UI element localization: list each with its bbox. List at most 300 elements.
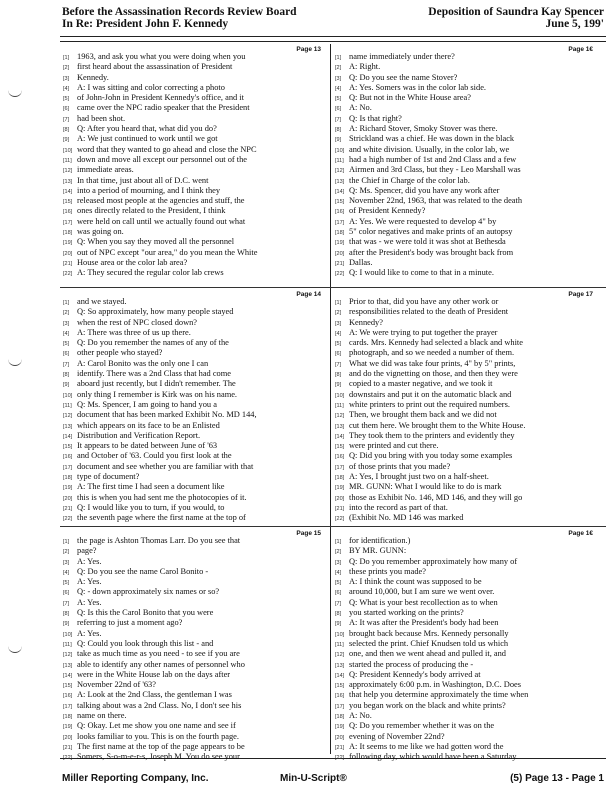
line-text: A: Yes. [77,628,102,638]
transcript-page [63,46,325,282]
line-number: [5] [335,580,342,587]
transcript-line [335,742,597,752]
line-number: [7] [63,361,70,368]
header-rule-top [60,36,606,37]
line-number: [13] [335,178,345,185]
line-text: were printed and cut there. [349,441,439,451]
transcript-line [63,93,325,103]
line-number: [21] [335,505,345,512]
transcript-line [63,472,325,482]
transcript-line [335,472,597,482]
transcript-line [335,660,597,670]
line-text: A: Yes. [77,577,102,587]
line-number: [8] [63,372,70,379]
transcript-line [63,618,325,628]
line-number: [17] [335,219,345,226]
line-text: first heard about the assassination of President [77,62,233,72]
transcript-page [63,291,325,527]
transcript-line [335,196,597,206]
page-number: Page 1€ [568,530,593,537]
transcript-line [335,410,597,420]
line-text: Q: Ms. Spencer, I am going to hand you a [77,399,217,409]
line-text: name immediately under there? [349,52,455,61]
line-number: [11] [335,157,344,164]
transcript-lines [335,297,597,524]
line-number: [15] [63,199,73,206]
line-number: [20] [335,734,345,741]
line-text: In that time, just about all of D.C. went [77,175,209,185]
transcript-line [335,431,597,441]
transcript-line [63,103,325,113]
line-number: [20] [63,734,73,741]
line-text: responsibilities related to the death of President [349,307,509,317]
transcript-line [63,186,325,196]
line-number: [9] [63,382,70,389]
line-number: [17] [63,464,73,471]
line-number: [2] [335,310,342,317]
transcript-line [63,83,325,93]
transcript-line [63,307,325,317]
line-number: [20] [335,495,345,502]
transcript-page [335,46,597,282]
line-number: [13] [335,662,345,669]
line-number: [20] [63,250,73,257]
transcript-page [63,530,325,766]
line-number: [3] [335,559,342,566]
transcript-line [335,145,597,155]
transcript-line [335,680,597,690]
line-number: [2] [335,549,342,556]
line-number: [22] [335,516,345,523]
line-text: downstairs and put it on the automatic black and [349,389,512,399]
line-number: [18] [63,230,73,237]
line-number: [18] [63,475,73,482]
line-number: [8] [335,372,342,379]
transcript-line [335,359,597,369]
line-text: A: Yes. We were requested to develop 4" by [349,216,497,226]
transcript-line [335,297,597,307]
line-number: [21] [63,260,73,267]
transcript-line [335,701,597,711]
line-number: [2] [63,310,70,317]
line-number: [4] [63,569,70,576]
transcript-line [335,83,597,93]
line-number: [4] [335,330,342,337]
transcript-line [335,732,597,742]
line-text: came over the NPC radio speaker that the President [77,103,250,113]
line-text: A: Richard Stover, Smoky Stover was there. [349,124,498,134]
line-text: the Chief in Charge of the color lab. [349,175,470,185]
line-text: the seventh page where the first name at the top of [77,513,246,523]
line-text: A: I think the count was supposed to be [349,577,482,587]
line-text: Q: Is that right? [349,113,402,123]
board-title: Before the Assassination Records Review Board [62,6,297,18]
line-text: House area or the color lab area? [77,257,188,267]
transcript-line [335,248,597,258]
line-number: [10] [335,147,345,154]
line-text: cards. Mrs. Kennedy had selected a black and white [349,338,523,348]
line-number: [17] [63,219,73,226]
line-number: [14] [63,188,73,195]
transcript-line [63,196,325,206]
line-text: A: Yes. Somers was in the color lab side. [349,82,487,92]
transcript-line [335,217,597,227]
transcript-line [335,237,597,247]
transcript-line [335,114,597,124]
line-number: [17] [63,703,73,710]
line-number: [8] [335,611,342,618]
line-number: [3] [63,75,70,82]
line-text: Q: So approximately, how many people stayed [77,307,234,317]
transcript-line [335,587,597,597]
line-number: [14] [335,188,345,195]
transcript-line [63,268,325,278]
line-number: [12] [335,168,345,175]
line-text: you began work on the black and white prints? [349,700,506,710]
line-text: November 22nd of '63? [77,680,156,690]
line-number: [16] [63,693,73,700]
line-number: [19] [63,485,73,492]
transcript-line [335,690,597,700]
transcript-line [335,618,597,628]
line-text: only thing I remember is Kirk was on his name. [77,389,238,399]
line-number: [21] [63,505,73,512]
transcript-line [63,400,325,410]
line-number: [11] [335,641,344,648]
transcript-line [335,451,597,461]
line-text: Airmen and 3rd Class, but they - Leo Marshall was [349,165,521,175]
line-text: Q: When you say they moved all the personnel [77,237,235,247]
line-text: Dallas. [349,257,373,267]
page-number: Page 1€ [568,46,593,53]
line-text: A: Yes. [77,597,102,607]
line-number: [5] [335,341,342,348]
line-number: [6] [63,351,70,358]
line-text: Q: President Kennedy's body arrived at [349,669,481,679]
line-text: Q: Do you see the name Stover? [349,72,458,82]
transcript-line [63,421,325,431]
header-right [428,6,604,30]
page-number: Page 13 [296,46,321,53]
transcript-page [335,291,597,527]
line-number: [1] [335,300,342,306]
transcript-line [63,410,325,420]
line-number: [10] [335,392,345,399]
line-number: [16] [335,693,345,700]
transcript-line [335,639,597,649]
line-text: which appears on its face to be an Enlisted [77,420,220,430]
transcript-line [63,503,325,513]
line-number: [5] [335,96,342,103]
line-text: A: Carol Bonito was the only one I can [77,358,209,368]
transcript-line [63,680,325,690]
line-number: [20] [335,250,345,257]
line-text: Q: Do you remember whether it was on the [349,721,495,731]
line-text: and we stayed. [77,297,127,306]
line-number: [2] [63,549,70,556]
line-number: [7] [335,600,342,607]
line-number: [18] [335,230,345,237]
transcript-line [335,629,597,639]
line-number: [6] [335,106,342,113]
margin-tick-mark [8,644,22,653]
line-number: [21] [63,744,73,751]
transcript-line [335,328,597,338]
header-left [62,6,297,30]
line-text: take as much time as you need - to see if you are [77,649,240,659]
line-number: [4] [63,85,70,92]
line-text: you started working on the prints? [349,608,464,618]
line-number: [17] [335,464,345,471]
transcript-lines [63,52,325,279]
transcript-line [63,649,325,659]
transcript-line [335,721,597,731]
line-number: [8] [335,127,342,134]
line-number: [16] [63,209,73,216]
line-text: was going on. [77,227,124,237]
transcript-line [63,62,325,72]
line-number: [14] [63,672,73,679]
line-text: page? [77,546,97,556]
transcript-line [335,62,597,72]
transcript-line [335,557,597,567]
transcript-line [63,557,325,567]
transcript-line [335,670,597,680]
line-text: word that they wanted to go ahead and close the NPC [77,144,257,154]
line-text: Strickland was a chief. He was down in the black [349,134,515,144]
line-text: able to identify any other names of personnel who [77,659,245,669]
line-text: Q: Could you look through this list - and [77,638,214,648]
transcript-line [335,165,597,175]
line-text: A: No. [349,103,372,113]
line-number: [8] [63,611,70,618]
transcript-line [63,670,325,680]
line-number: [12] [335,413,345,420]
transcript-line [335,546,597,556]
transcript-line [335,93,597,103]
line-number: [13] [63,178,73,185]
transcript-line [335,124,597,134]
line-number: [6] [335,590,342,597]
line-number: [12] [63,652,73,659]
transcript-line [63,752,325,762]
transcript-line [63,482,325,492]
line-number: [7] [63,600,70,607]
transcript-line [335,482,597,492]
line-text: brought back because Mrs. Kennedy personally [349,628,509,638]
margin-tick-mark [8,88,22,97]
line-text: It appears to be dated between June of '63 [77,441,218,451]
line-text: Q: - down approximately six names or so? [77,587,220,597]
row-divider-1 [60,287,606,288]
line-text: these prints you made? [349,566,426,576]
transcript-page [335,530,597,766]
line-text: talking about was a 2nd Class. No, I don't see his [77,700,242,710]
line-text: Q: Is this the Carol Bonito that you were [77,608,214,618]
line-text: this is when you had sent me the photocopies of it. [77,492,247,502]
transcript-line [335,103,597,113]
line-number: [1] [63,539,70,545]
line-text: A: There was three of us up there. [77,327,191,337]
line-text: Kennedy. [77,72,109,82]
deposition-date: June 5, 199' [545,18,604,30]
transcript-line [63,227,325,237]
line-number: [14] [63,433,73,440]
transcript-line [63,258,325,268]
transcript-line [63,237,325,247]
line-text: Q: Do you remember approximately how many of [349,556,518,566]
transcript-line [335,711,597,721]
line-text: Q: Ms. Spencer, did you have any work after [349,185,500,195]
line-number: [6] [63,590,70,597]
line-number: [19] [335,485,345,492]
transcript-line [63,493,325,503]
transcript-line [335,441,597,451]
transcript-line [63,431,325,441]
line-text: A: It seems to me like we had gotten word the [349,741,504,751]
line-text: They took them to the printers and evidently they [349,430,515,440]
line-text: those as Exhibit No. 146, MD 146, and they will go [349,492,523,502]
line-number: [18] [63,714,73,721]
line-text: ones directly related to the President, I think [77,206,226,216]
line-text: MR. GUNN: What I would like to do is mark [349,482,502,492]
line-text: A: The first time I had seen a document like [77,482,225,492]
line-number: [16] [335,454,345,461]
line-number: [8] [63,127,70,134]
transcript-line [63,577,325,587]
line-text: Q: Do you remember the names of any of the [77,338,229,348]
line-number: [9] [335,382,342,389]
line-text: A: Look at the 2nd Class, the gentleman I was [77,690,232,700]
line-text: the page is Ashton Thomas Larr. Do you see that [77,536,241,545]
transcript-line [335,567,597,577]
transcript-line [335,379,597,389]
line-text: A: No. [349,711,372,721]
line-number: [22] [335,755,345,762]
transcript-line [335,369,597,379]
transcript-line [335,400,597,410]
line-number: [9] [63,621,70,628]
transcript-line [335,390,597,400]
transcript-line [335,134,597,144]
line-number: [13] [63,423,73,430]
line-text: 5" color negatives and make prints of an autopsy [349,227,513,237]
transcript-line [335,338,597,348]
line-number: [2] [63,65,70,72]
line-text: Q: I would like you to turn, if you would, to [77,502,225,512]
line-text: identify. There was a 2nd Class that had come [77,369,231,379]
transcript-line [335,73,597,83]
transcript-line [335,268,597,278]
line-text: evening of November 22nd? [349,731,445,741]
transcript-line [63,536,325,546]
transcript-line [63,690,325,700]
line-number: [12] [63,413,73,420]
line-text: down and move all except our personnel out of the [77,154,248,164]
transcript-lines [63,536,325,763]
transcript-line [63,721,325,731]
line-number: [1] [335,539,342,545]
line-text: A: We just continued to work until we got [77,134,218,144]
transcript-line [63,73,325,83]
line-text: released most people at the agencies and stuff, the [77,196,245,206]
line-text: A: Yes. [77,556,102,566]
line-text: November 22nd, 1963, that was related to the death [349,196,523,206]
line-text: (Exhibit No. MD 146 was marked [349,513,464,523]
line-number: [20] [63,495,73,502]
transcript-line [335,227,597,237]
line-text: other people who stayed? [77,348,163,358]
line-number: [9] [335,137,342,144]
transcript-line [63,567,325,577]
transcript-line [63,248,325,258]
transcript-line [63,155,325,165]
line-number: [4] [335,569,342,576]
line-number: [3] [63,559,70,566]
transcript-line [63,165,325,175]
line-text: Somers, S-o-m-e-r-s, Joseph M. You do see your [77,752,240,762]
line-text: photograph, and so we needed a number of them. [349,348,515,358]
line-number: [12] [335,652,345,659]
line-text: into the record as part of that. [349,502,448,512]
header-rule-bottom [60,41,606,42]
column-divider [330,44,331,754]
transcript-line [335,206,597,216]
line-text: immediate areas. [77,165,134,175]
line-number: [18] [335,714,345,721]
line-text: A: It was after the President's body had been [349,618,499,628]
line-number: [3] [335,320,342,327]
line-number: [5] [63,96,70,103]
line-text: Q: After you heard that, what did you do? [77,124,217,134]
line-number: [12] [63,168,73,175]
line-text: Q: But not in the White House area? [349,93,471,103]
transcript-line [63,660,325,670]
line-number: [5] [63,580,70,587]
transcript-line [335,608,597,618]
footer-page-range: (5) Page 13 - Page 1 [510,773,604,784]
line-number: [21] [335,744,345,751]
line-number: [13] [335,423,345,430]
transcript-line [335,598,597,608]
line-text: into a period of mourning, and I think they [77,185,221,195]
line-text: of those prints that you made? [349,461,451,471]
line-number: [10] [63,631,73,638]
line-text: one, and then we went ahead and pulled it, and [349,649,506,659]
line-text: 1963, and ask you what you were doing when you [77,52,246,61]
line-text: BY MR. GUNN: [349,546,407,556]
line-number: [6] [63,106,70,113]
transcript-line [335,52,597,62]
line-text: started the process of producing the - [349,659,474,669]
line-text: following day, which would have been a Saturday. [349,752,518,762]
line-text: and October of '63. Could you first look at the [77,451,232,461]
transcript-lines [335,52,597,279]
transcript-line [335,176,597,186]
transcript-line [63,145,325,155]
transcript-line [335,318,597,328]
line-text: Q: I would like to come to that in a minute. [349,268,494,278]
line-text: were held on call until we actually found out what [77,216,246,226]
transcript-line [335,536,597,546]
line-number: [16] [63,454,73,461]
transcript-line [63,134,325,144]
line-number: [11] [63,402,72,409]
line-number: [9] [335,621,342,628]
line-number: [18] [335,475,345,482]
line-number: [11] [335,402,344,409]
line-number: [13] [63,662,73,669]
